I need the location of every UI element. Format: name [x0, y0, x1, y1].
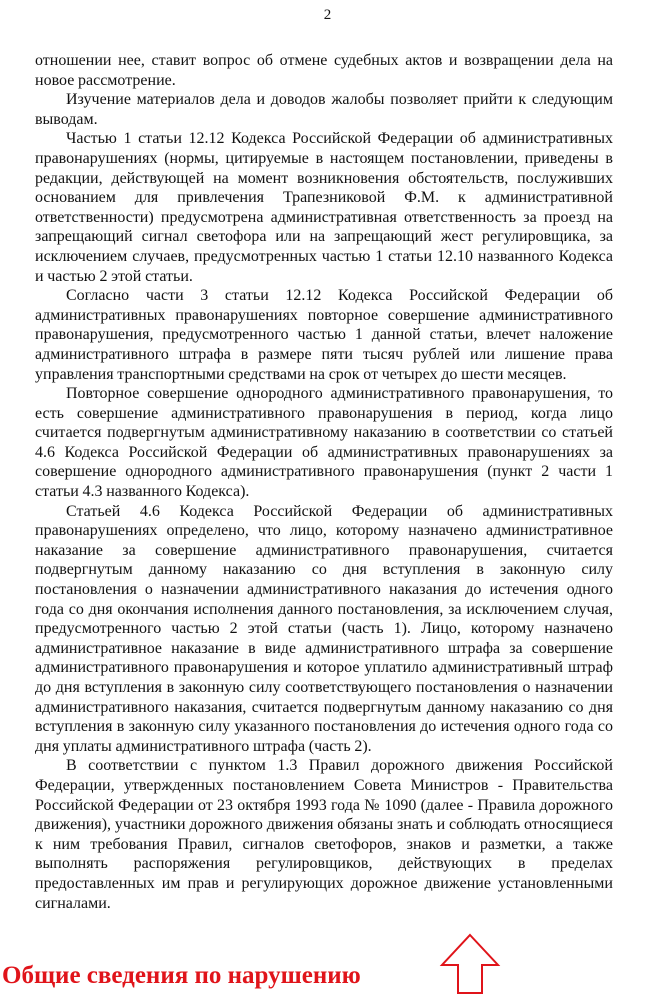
- document-body: [35, 51, 613, 913]
- annotation-label: Общие сведения по нарушению: [2, 962, 361, 989]
- paragraph-repeated-offense: Повторное совершение однородного административного правонарушения, то есть совершение административного правонарушения в период, когда лицо считается подвергнутым административному наказанию в соответствии со статьей 4.6 Кодекса Российской Федерации об административных правонарушениях за совершение однородного административного правонарушения (пункт 2 части 1 статьи 4.3 названного Кодекса).: [35, 385, 613, 501]
- paragraph-traffic-rules: В соответствии с пунктом 1.3 Правил дорожного движения Российской Федерации, утвержденных постановлением Совета Министров - Правительства Российской Федерации от 23 октября 1993 года № 1090 (далее - Правила дорожного движения), участники дорожного движения обязаны знать и соблюдать относящиеся к ним требования Правил, сигналов светофоров, знаков и разметки, а также выполнять распоряжения регулировщиков, действующих в пределах предоставленных им прав и регулирующих дорожное движение установленными сигналами.: [35, 757, 613, 912]
- paragraph-article-12-12-part-3: Согласно части 3 статьи 12.12 Кодекса Российской Федерации об административных правонарушениях повторное совершение административного правонарушения, предусмотренного частью 1 данной статьи, влечет наложение административного штрафа в размере пяти тысяч рублей или лишение права управления транспортными средствами на срок от четырех до шести месяцев.: [35, 287, 613, 383]
- paragraph-continuation: отношении нее, ставит вопрос об отмене судебных актов и возвращении дела на новое рассмотрение.: [35, 52, 613, 89]
- paragraph-article-4-6: Статьей 4.6 Кодекса Российской Федерации об административных правонарушениях определено, что лицо, которому назначено административное наказание за совершение административного правонарушения, считается подвергнутым данному наказанию со дня вступления в законную силу постановления о назначении административного наказания до истечения одного года со дня окончания исполнения данного постановления, за исключением случая, предусмотренного частью 2 этой статьи (часть 1). Лицо, которому назначено административное наказание в виде административного штрафа за совершение административного правонарушения и которое уплатило административный штраф до дня вступления в законную силу соответствующего постановления о назначении административного наказания, считается подвергнутым данному наказанию со дня вступления в законную силу указанного постановления до истечения одного года со дня уплаты административного штрафа (часть 2).: [35, 502, 613, 755]
- up-arrow-outline-icon: [438, 932, 502, 996]
- page-number: 2: [323, 7, 332, 23]
- paragraph-intro: Изучение материалов дела и доводов жалобы позволяет прийти к следующим выводам.: [35, 91, 613, 128]
- paragraph-article-12-12-part-1: Частью 1 статьи 12.12 Кодекса Российской Федерации об административных правонарушениях (нормы, цитируемые в настоящем постановлении, приведены в редакции, действующей на момент возникновения обстоятельств, послуживших основанием для привлечения Трапезниковой Ф.М. к административной ответственности) предусмотрена административная ответственность за проезд на запрещающий сигнал светофора или на запрещающий жест регулировщика, за исключением случаев, предусмотренных частью 1 статьи 12.10 названного Кодекса и частью 2 этой статьи.: [35, 130, 613, 285]
